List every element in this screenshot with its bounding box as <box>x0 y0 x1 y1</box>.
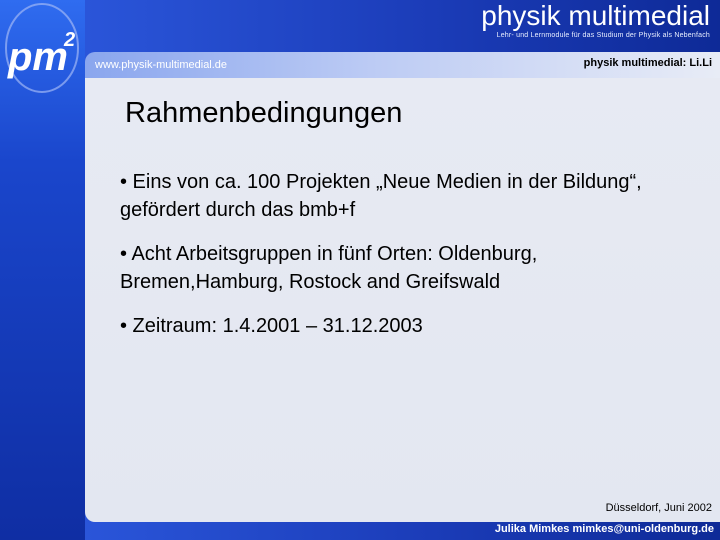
place-date: Düsseldorf, Juni 2002 <box>605 502 712 514</box>
logo-superscript: 2 <box>64 29 76 51</box>
bullet-item: • Zeitraum: 1.4.2001 – 31.12.2003 <box>120 315 423 337</box>
logo-text: pm <box>8 35 68 79</box>
slide-title: Rahmenbedingungen <box>125 97 403 129</box>
bullet-item: • Acht Arbeitsgruppen in fünf Orten: Oldenburg, Bremen,Hamburg, Rostock and Greifswald <box>120 243 538 293</box>
website-url[interactable]: www.physik-multimedial.de <box>95 59 228 71</box>
slide-content <box>85 78 720 522</box>
bullet-list <box>120 168 700 356</box>
footer-author: Julika Mimkes mimkes@uni-oldenburg.de <box>494 523 714 535</box>
bullet-item: • Eins von ca. 100 Projekten „Neue Medien in der Bildung“, gefördert durch das bmb+f <box>120 171 642 221</box>
pm2-logo <box>2 0 87 95</box>
section-label: physik multimedial: Li.Li <box>583 57 712 69</box>
brand-subtitle: Lehr- und Lernmodule für das Studium der Physik als Nebenfach <box>496 32 710 39</box>
header-bar <box>85 52 720 78</box>
brand-title: physik multimedial <box>481 0 710 31</box>
